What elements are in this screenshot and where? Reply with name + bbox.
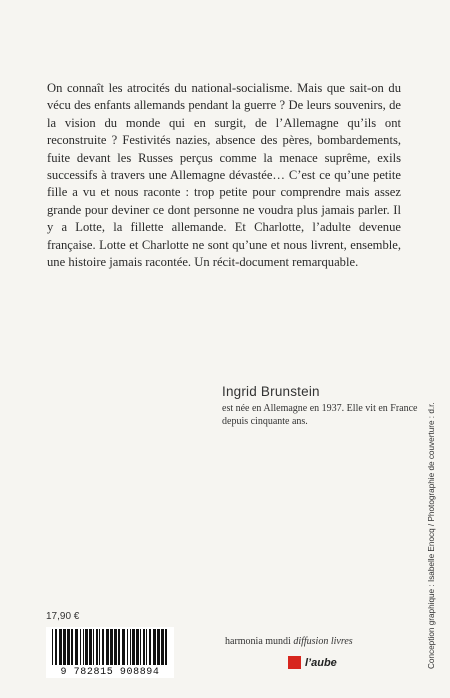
isbn-number: 9 782815 908894 <box>60 667 160 678</box>
barcode-bar <box>149 629 151 665</box>
barcode-bar <box>153 629 156 665</box>
barcode-bar <box>118 629 120 665</box>
barcode-bar <box>52 629 53 665</box>
back-cover-blurb <box>47 80 401 271</box>
publisher-imprint: l’aube <box>305 656 337 669</box>
barcode-bar <box>59 629 62 665</box>
red-square-icon <box>288 656 301 669</box>
author-section <box>222 384 422 428</box>
barcode-bar <box>63 629 66 665</box>
blurb-text: On connaît les atrocités du national-socialisme. Mais que sait-on du vécu des enfants allemands pendant la guerre ? De leurs souvenirs, de la vision du monde qui en surgit, de l’Allemagne qu’ils ont reconstruite ? Festivités nazies, absence des pères, bombardements, fuite devant les Russes perçus comme la menace suprême, exils successifs à travers une Allemagne dévastée… C’est ce qu’une petite fille a vu et nous raconte : trop petite pour comprendre mais assez grande pour deviner ce dont personne ne voudra plus jamais parler. Il y a Lotte, la fillette allemande. Et Charlotte, l’adulte devenue française. Lotte et Charlotte ne sont qu’une et nous livrent, ensemble, une histoire jamais racontée. Un récit-document remarquable. <box>47 81 401 270</box>
design-credit-text: Conception graphique : Isabelle Enocq / Photographie de couverture : d.r. <box>427 402 436 669</box>
barcode-bar <box>161 629 164 665</box>
design-credit <box>418 378 436 678</box>
barcode-bars <box>52 629 168 665</box>
barcode-bar <box>110 629 113 665</box>
distributor-label: diffusion livres <box>293 636 353 647</box>
distributor-line <box>225 636 353 647</box>
distributor-name: harmonia mundi <box>225 636 291 647</box>
barcode-bar <box>99 629 100 665</box>
barcode-bar <box>89 629 92 665</box>
barcode-bar <box>55 629 57 665</box>
barcode-bar <box>67 629 70 665</box>
barcode-bar <box>127 629 128 665</box>
barcode-bar <box>136 629 139 665</box>
barcode-bar <box>146 629 147 665</box>
barcode-bar <box>114 629 117 665</box>
barcode-bar <box>85 629 88 665</box>
barcode-bar <box>106 629 109 665</box>
barcode-bar <box>80 629 81 665</box>
barcode-bar <box>93 629 94 665</box>
barcode-bar <box>71 629 73 665</box>
barcode-bar <box>157 629 160 665</box>
barcode <box>46 627 174 678</box>
author-bio: est née en Allemagne en 1937. Elle vit en France depuis cinquante ans. <box>222 403 418 427</box>
barcode-bar <box>122 629 125 665</box>
barcode-bar <box>132 629 135 665</box>
author-name: Ingrid Brunstein <box>222 384 320 399</box>
barcode-bar <box>96 629 98 665</box>
barcode-bar <box>75 629 78 665</box>
barcode-bar <box>140 629 141 665</box>
publisher-logo <box>288 656 337 669</box>
barcode-bar <box>143 629 145 665</box>
barcode-bar <box>102 629 104 665</box>
barcode-bar <box>83 629 84 665</box>
price: 17,90 € <box>46 611 80 622</box>
barcode-bar <box>165 629 167 665</box>
barcode-bar <box>130 629 131 665</box>
